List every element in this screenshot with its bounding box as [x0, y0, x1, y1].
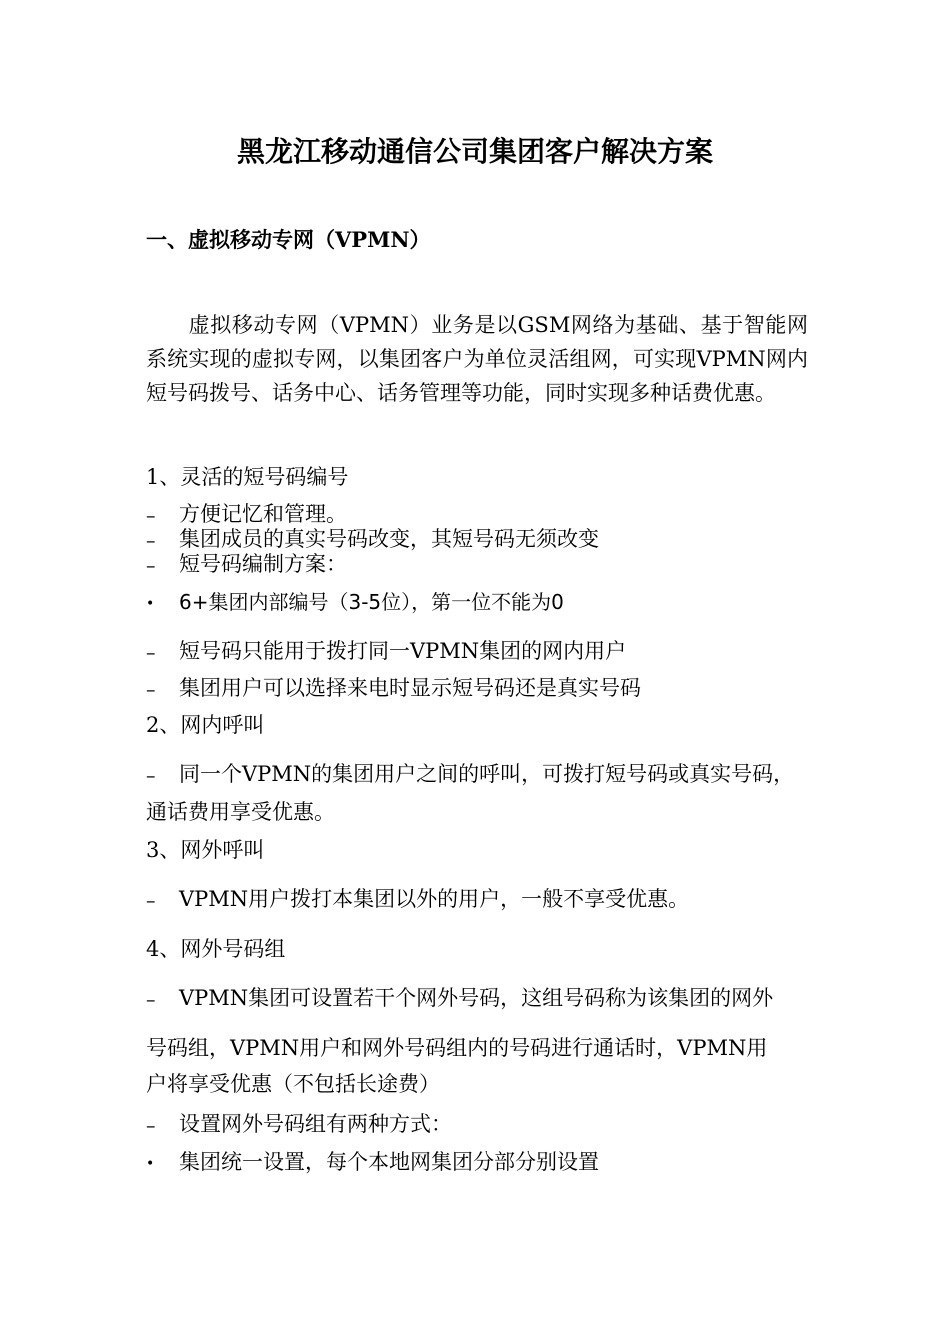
item-heading-internal-call: 2、网内呼叫	[146, 713, 265, 737]
dash-marker: –	[146, 679, 156, 701]
dash-marker: –	[146, 505, 156, 527]
dash-marker: –	[146, 530, 156, 552]
intro-paragraph-text: 虚拟移动专网（VPMN）业务是以GSM网络为基础、基于智能网系统实现的虚拟专网，以集团客户为单位灵活组网，可实现VPMN网内短号码拨号、话务中心、话务管理等功能，同时实现多种话费优惠。	[146, 313, 808, 405]
list-item: VPMN用户拨打本集团以外的用户，一般不享受优惠。	[179, 887, 690, 911]
item-heading-external-call: 3、网外呼叫	[146, 838, 265, 862]
dash-marker: –	[146, 555, 156, 577]
list-item-continuation: 号码组，VPMN用户和网外号码组内的号码进行通话时，VPMN用	[146, 1036, 768, 1060]
list-item: 集团统一设置，每个本地网集团分部分别设置	[179, 1150, 599, 1174]
document-title: 黑龙江移动通信公司集团客户解决方案	[236, 135, 713, 168]
list-item: 集团用户可以选择来电时显示短号码还是真实号码	[179, 676, 641, 700]
list-item: VPMN集团可设置若干个网外号码，这组号码称为该集团的网外	[179, 986, 774, 1010]
list-item: 短号码编制方案：	[179, 552, 347, 576]
list-item: 集团成员的真实号码改变，其短号码无须改变	[179, 527, 599, 551]
list-item: 设置网外号码组有两种方式：	[179, 1112, 452, 1136]
dash-marker: –	[146, 642, 156, 664]
dash-marker: –	[146, 890, 156, 912]
bullet-marker: •	[146, 596, 155, 612]
list-item-continuation: 户将享受优惠（不包括长途费）	[146, 1072, 440, 1096]
dash-marker: –	[146, 765, 156, 787]
item-heading-external-number-group: 4、网外号码组	[146, 937, 286, 961]
section-heading-vpmn: 一、虚拟移动专网（VPMN）	[146, 227, 431, 252]
list-item: 方便记忆和管理。	[179, 502, 347, 526]
intro-paragraph	[146, 308, 808, 410]
list-item: 6+集团内部编号（3-5位），第一位不能为0	[179, 590, 564, 614]
dash-marker: –	[146, 1115, 156, 1137]
list-item: 同一个VPMN的集团用户之间的呼叫，可拨打短号码或真实号码，	[179, 762, 795, 786]
dash-marker: –	[146, 989, 156, 1011]
item-heading-short-number: 1、灵活的短号码编号	[146, 465, 349, 489]
bullet-marker: •	[146, 1156, 155, 1172]
list-item-continuation: 通话费用享受优惠。	[146, 800, 335, 824]
list-item: 短号码只能用于拨打同一VPMN集团的网内用户	[179, 639, 627, 663]
